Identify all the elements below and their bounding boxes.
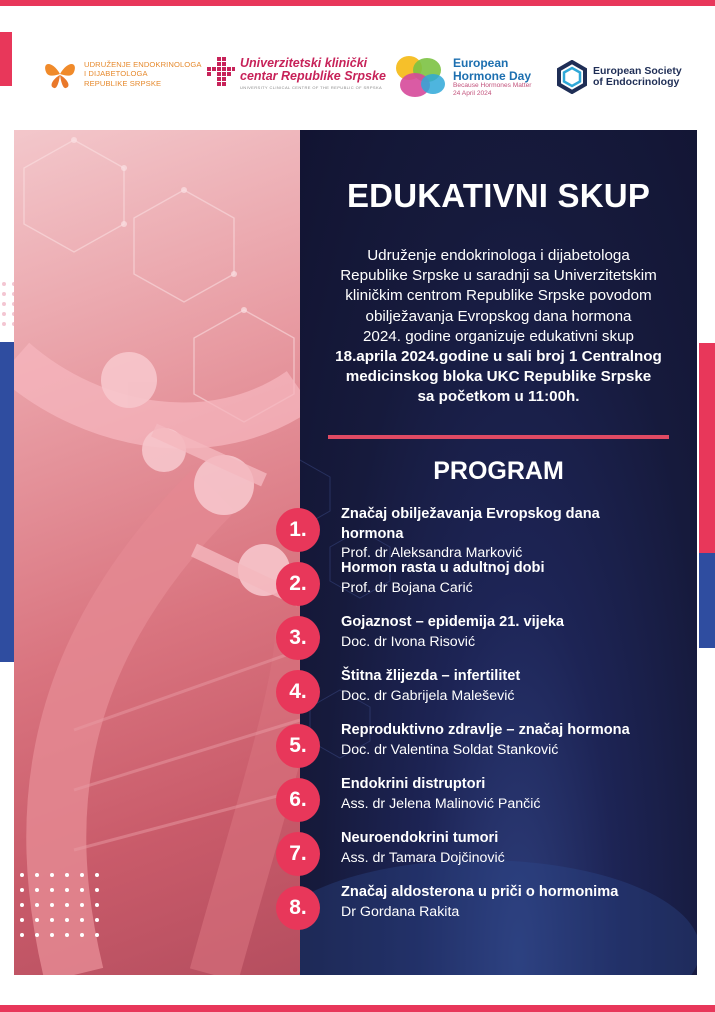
dna-helix-illustration [14, 130, 300, 975]
item-number-badge: 4. [276, 670, 320, 714]
item-number-badge: 2. [276, 562, 320, 606]
hormone-day-title-1: European [453, 56, 509, 70]
item-number-badge: 3. [276, 616, 320, 660]
right-red-bar [699, 343, 715, 553]
item-number-badge: 6. [276, 778, 320, 822]
program-item [276, 616, 696, 666]
poster-title: EDUKATIVNI SKUP [346, 177, 651, 214]
bottom-accent-stripe [0, 1005, 715, 1012]
item-number-badge: 8. [276, 886, 320, 930]
item-topic: Endokrini distruptori [341, 776, 486, 792]
endo-logo-line-3: REPUBLIKE SRPSKE [84, 78, 162, 88]
hormone-day-shapes-icon [395, 54, 447, 100]
intro-line: obilježavanja Evropskog dana hormona [365, 307, 632, 325]
item-number-badge: 5. [276, 724, 320, 768]
item-speaker: Prof. dr Bojana Carić [341, 579, 473, 596]
ese-logo [555, 60, 682, 94]
ukc-logo-line-2: centar Republike Srpske [240, 68, 386, 83]
decorative-dots-bottom [20, 873, 99, 937]
dna-illustration-panel [14, 130, 300, 975]
ese-logo-line-2: of Endocrinology [593, 76, 680, 88]
item-speaker: Dr Gordana Rakita [341, 903, 460, 920]
event-poster [14, 130, 697, 975]
ukc-logo-line-1: Univerzitetski klinički [240, 55, 368, 70]
item-speaker: Doc. dr Gabrijela Malešević [341, 687, 515, 704]
hormone-day-title-2: Hormone Day [453, 68, 532, 83]
program-item [276, 562, 696, 612]
event-date-location-line: medicinskog bloka UKC Republike Srpske [345, 368, 652, 386]
top-accent-stripe [0, 0, 715, 6]
item-speaker: Doc. dr Valentina Soldat Stanković [341, 741, 559, 758]
program-heading: PROGRAM [433, 457, 564, 485]
partner-logos [0, 40, 715, 120]
item-topic: Značaj obilježavanja Evropskog dana [341, 506, 600, 522]
intro-line: 2024. godine organizuje edukativni skup [362, 327, 635, 345]
ukc-logo [206, 56, 386, 90]
item-topic: Neuroendokrini tumori [341, 830, 499, 846]
item-number-badge: 1. [276, 508, 320, 552]
endo-logo-line-2: I DIJABETOLOGA [84, 69, 148, 79]
intro-line: kliničkim centrom Republike Srpske povodom [345, 287, 652, 305]
hormone-day-tagline: Because Hormones Matter [453, 82, 532, 89]
intro-line: Udruženje endokrinologa i dijabetologa [367, 247, 630, 264]
hormone-day-date: 24 April 2024 [453, 89, 492, 97]
item-topic: Značaj aldosterona u priči o hormonima [341, 884, 619, 900]
left-blue-bar [0, 342, 14, 662]
butterfly-icon [42, 58, 78, 90]
item-topic: Štitna žlijezda – infertilitet [341, 668, 521, 684]
event-date-location-line: 18.aprila 2024.godine u sali broj 1 Centralnog [335, 348, 662, 366]
item-topic: Reproduktivno zdravlje – značaj hormona [341, 722, 630, 738]
item-speaker: Ass. dr Tamara Dojčinović [341, 849, 505, 866]
endo-association-logo [42, 58, 202, 90]
section-divider [328, 435, 669, 439]
right-blue-bar [699, 553, 715, 648]
program-item [276, 886, 696, 936]
event-start-time: sa početkom u 11:00h. [417, 388, 580, 406]
ese-hexagon-icon [555, 60, 589, 94]
program-item [276, 724, 696, 774]
hormone-day-logo [395, 54, 531, 100]
item-number-badge: 7. [276, 832, 320, 876]
endo-logo-line-1: UDRUŽENJE ENDOKRINOLOGA [84, 59, 202, 69]
program-item [276, 670, 696, 720]
item-topic: Gojaznost – epidemija 21. vijeka [341, 614, 565, 630]
item-topic: Hormon rasta u adultnoj dobi [341, 560, 545, 576]
ese-logo-line-1: European Society [593, 64, 682, 77]
item-topic-continued: hormona [341, 525, 404, 542]
item-speaker: Doc. dr Ivona Risović [341, 633, 476, 650]
item-speaker: Prof. dr Aleksandra Marković [341, 545, 523, 561]
program-item [276, 506, 696, 561]
item-speaker: Ass. dr Jelena Malinović Pančić [341, 795, 541, 812]
program-item [276, 778, 696, 828]
intro-line: Republike Srpske u saradnji sa Univerzitetskim [340, 267, 657, 285]
ukc-cross-icon [206, 56, 236, 90]
event-description [304, 246, 693, 408]
ukc-logo-subtitle: UNIVERSITY CLINICAL CENTRE OF THE REPUBLIC OF SRPSKA [240, 84, 383, 90]
program-item [276, 832, 696, 882]
